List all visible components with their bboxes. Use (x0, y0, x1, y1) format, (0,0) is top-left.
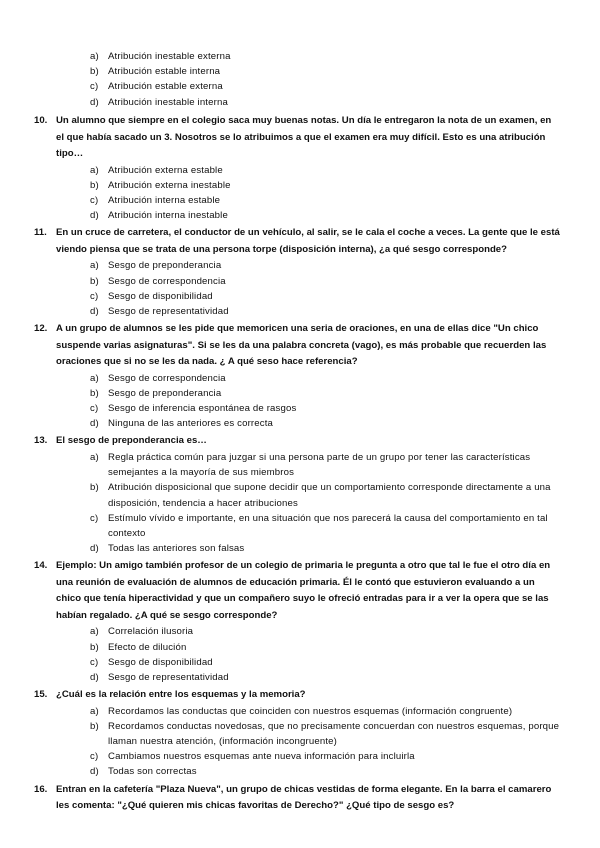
option-text: Efecto de dilución (108, 641, 187, 653)
option-text: Sesgo de disponibilidad (108, 290, 213, 302)
option-letter: d) (90, 418, 99, 430)
option-text: Recordamos las conductas que coinciden con nuestros esquemas (información congruente) (108, 705, 513, 717)
question (0, 782, 600, 815)
option-letter: b) (90, 387, 99, 399)
answer-option (90, 624, 560, 639)
option-text: Sesgo de correspondencia (108, 275, 226, 287)
option-letter: a) (90, 51, 99, 62)
option-letter: d) (90, 96, 99, 108)
answer-option (90, 304, 560, 319)
option-letter: c) (90, 751, 99, 763)
option-text: Sesgo de representatividad (108, 671, 229, 683)
answer-option (90, 511, 560, 541)
answer-option (90, 79, 560, 94)
question-text (34, 113, 560, 163)
answer-option (90, 386, 560, 401)
question-text (34, 782, 560, 815)
option-text: Atribución estable interna (108, 66, 221, 78)
answer-option (90, 193, 560, 208)
option-text: Cambiamos nuestros esquemas ante nueva información para incluirla (108, 751, 415, 763)
option-letter: c) (90, 403, 99, 415)
option-text: Recordamos conductas novedosas, que no precisamente concuerdan con nuestros esquemas, porque llaman nuestra atención, (información incongruente) (108, 720, 560, 748)
answer-option (90, 450, 560, 480)
answer-option (90, 704, 560, 719)
answer-option (90, 401, 560, 416)
options-list (0, 163, 600, 224)
option-letter: b) (90, 275, 99, 287)
options-list (0, 371, 600, 432)
answer-option (90, 258, 560, 273)
option-text: Sesgo de inferencia espontánea de rasgos (108, 403, 297, 415)
answer-option (90, 274, 560, 289)
option-letter: c) (90, 656, 99, 668)
question-number: 13. (34, 435, 48, 447)
question-number: 16. (34, 783, 48, 795)
answer-option (90, 640, 560, 655)
option-text: Atribución interna inestable (108, 210, 228, 222)
option-text: Atribución inestable interna (108, 96, 228, 108)
question (0, 225, 600, 319)
answer-option (90, 764, 560, 779)
option-letter: d) (90, 210, 99, 222)
answer-option (90, 95, 560, 110)
option-text: Atribución disposicional que supone decidir que un comportamiento corresponde directamente a una disposición, tendencia a hacer atribuciones (108, 482, 551, 509)
question (0, 687, 600, 780)
options-list (0, 258, 600, 319)
options-list (0, 624, 600, 685)
answer-option (90, 670, 560, 685)
answer-option (90, 289, 560, 304)
option-text: Sesgo de correspondencia (108, 372, 226, 384)
answer-option (90, 371, 560, 386)
answer-option (90, 49, 560, 64)
question-body: A un grupo de alumnos se les pide que memoricen una seria de oraciones, en una de ellas dice "Un chico suspende varias asignaturas". Si se les da una palabra concreta (vago), es más probable que recuerden las oraciones que si no se les da nada. ¿ A qué seso hace referencia? (56, 323, 547, 368)
question-body: Entran en la cafetería "Plaza Nueva", un grupo de chicas vestidas de forma elegante. En la barra el camarero les comenta: "¿Qué quieren mis chicas favoritas de Derecho?" ¿Qué tipo de sesgo es? (56, 783, 552, 812)
option-letter: a) (90, 626, 99, 638)
option-text: Ninguna de las anteriores es correcta (108, 418, 273, 430)
option-text: Atribución inestable externa (108, 51, 231, 62)
question-body: ¿Cuál es la relación entre los esquemas y la memoria? (56, 689, 306, 701)
option-text: Estímulo vívido e importante, en una situación que nos parecerá la causa del comportamiento en tal contexto (108, 512, 548, 539)
question-body: En un cruce de carretera, el conductor de un vehículo, al salir, se le cala el coche a veces. La gente que le está viendo piensa que se trata de una persona torpe (disposición interna), ¿a qué sesgo corresponde? (56, 227, 560, 255)
option-letter: b) (90, 66, 99, 78)
option-letter: c) (90, 512, 99, 524)
option-letter: c) (90, 194, 99, 206)
option-text: Sesgo de representatividad (108, 305, 229, 317)
answer-option (90, 749, 560, 764)
option-letter: a) (90, 451, 99, 463)
answer-option (90, 655, 560, 670)
question (0, 113, 600, 223)
answer-option (90, 480, 560, 510)
question-number: 10. (34, 115, 48, 126)
question-body: Un alumno que siempre en el colegio saca muy buenas notas. Un día le entregaron la nota de un examen, en el que había sacado un 3. Nosotros se lo atribuimos a que el examen era muy difícil. Esto es una atribución tipo… (56, 115, 552, 159)
option-text: Regla práctica común para juzgar si una persona parte de un grupo por tener las características semejantes a la mayoría de sus miembros (108, 451, 531, 479)
options-list (0, 450, 600, 556)
option-letter: b) (90, 641, 99, 653)
question-text (34, 687, 560, 704)
answer-option (90, 208, 560, 223)
option-text: Atribución interna estable (108, 194, 221, 206)
question-text (34, 558, 560, 624)
question-body: Un amigo también profesor de un colegio de primaria le pregunta a otro que tal le fue el otro día en una reunión de evaluación de alumnos de educación primaria. Él le contó que estuvieron evaluando a un chico que tenía hiperactividad y que un compañero suyo le ofreció entradas para ir a ver la opera que se las habían regalado. ¿A qué se sesgo corresponde? (56, 560, 551, 621)
question (0, 558, 600, 685)
option-letter: d) (90, 543, 99, 555)
answer-option (90, 719, 560, 749)
question-number: 11. (34, 227, 47, 239)
question-number: 12. (34, 323, 48, 335)
answer-option (90, 541, 560, 556)
question-lead: Ejemplo: (56, 560, 97, 572)
option-letter: c) (90, 81, 99, 93)
option-letter: b) (90, 179, 99, 191)
answer-option (90, 64, 560, 79)
question (0, 433, 600, 556)
option-letter: c) (90, 290, 99, 302)
answer-option (90, 178, 560, 193)
option-letter: a) (90, 705, 99, 717)
option-text: Sesgo de preponderancia (108, 260, 222, 272)
option-text: Sesgo de disponibilidad (108, 656, 213, 668)
option-text: Todas las anteriores son falsas (108, 543, 245, 555)
option-letter: b) (90, 720, 99, 732)
question (0, 321, 600, 431)
option-letter: a) (90, 372, 99, 384)
option-letter: a) (90, 164, 99, 176)
answer-option (90, 416, 560, 431)
options-list (0, 704, 600, 780)
leading-options-list (0, 49, 600, 110)
option-letter: d) (90, 766, 99, 778)
question-number: 14. (34, 560, 48, 572)
option-text: Atribución externa estable (108, 164, 223, 176)
option-letter: d) (90, 305, 99, 317)
option-text: Atribución externa inestable (108, 179, 231, 191)
question-text (34, 321, 560, 371)
answer-option (90, 163, 560, 178)
option-text: Sesgo de preponderancia (108, 387, 222, 399)
option-text: Todas son correctas (108, 766, 197, 778)
questions-list (0, 111, 600, 815)
option-letter: b) (90, 482, 99, 494)
question-text (34, 433, 560, 450)
question-number: 15. (34, 689, 48, 701)
option-text: Correlación ilusoria (108, 626, 194, 638)
option-letter: a) (90, 260, 99, 272)
question-text (34, 225, 560, 258)
option-text: Atribución estable externa (108, 81, 223, 93)
question-body: El sesgo de preponderancia es… (56, 435, 207, 447)
option-letter: d) (90, 671, 99, 683)
